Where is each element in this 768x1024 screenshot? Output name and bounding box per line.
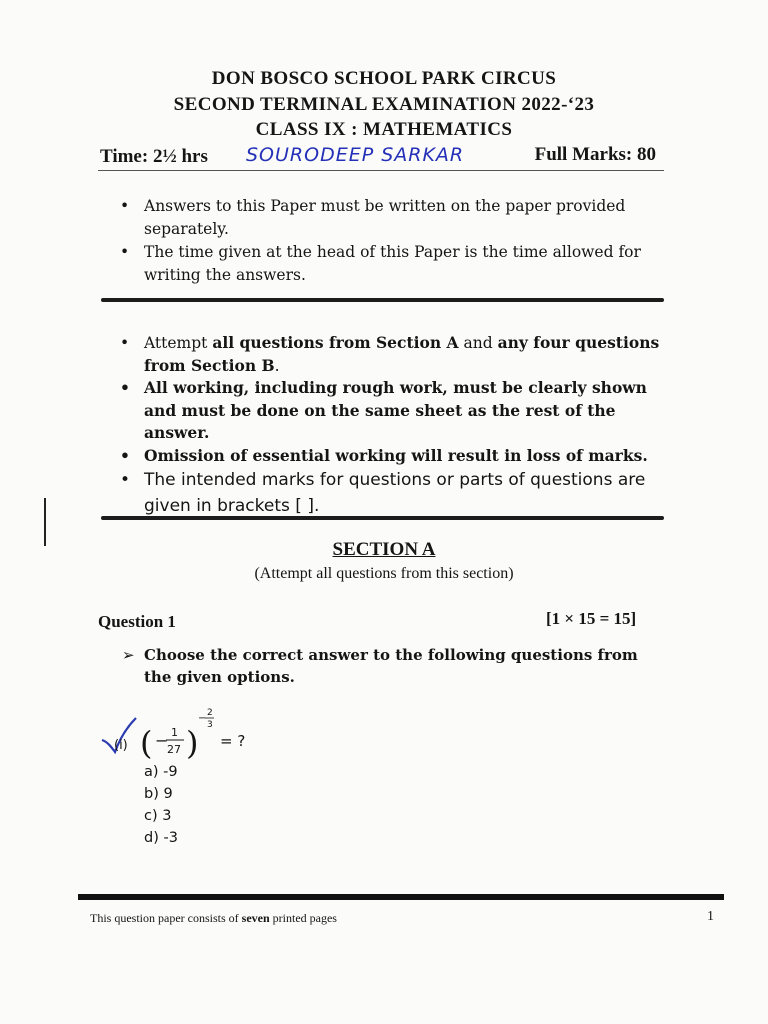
- time-allowed: Time: 2½ hrs: [100, 146, 208, 167]
- option-a: a) -9: [144, 764, 178, 780]
- full-marks: Full Marks: 80: [534, 144, 656, 165]
- equals-question: = ?: [220, 732, 246, 750]
- fraction-numerator: 1: [171, 726, 178, 739]
- bullet-icon: •: [120, 197, 130, 215]
- section-title: SECTION A: [332, 539, 436, 560]
- exponent-denominator: 3: [207, 720, 213, 730]
- general-instructions: [120, 195, 670, 287]
- question-instruction: ➢ Choose the correct answer to the following questions from the given options.: [122, 646, 638, 686]
- bullet-icon: •: [120, 334, 130, 352]
- question-label: Question 1: [98, 612, 176, 631]
- question-part-i: [100, 706, 300, 766]
- option-c: c) 3: [144, 808, 172, 824]
- option-b: b) 9: [144, 786, 173, 802]
- base-sign: −: [155, 731, 169, 750]
- section-divider: [101, 516, 664, 520]
- section-divider: [101, 298, 664, 302]
- class-subject: CLASS IX : MATHEMATICS: [255, 119, 513, 140]
- page-number: 1: [707, 909, 714, 924]
- section-subtitle: (Attempt all questions from this section): [254, 565, 514, 582]
- close-paren: ): [186, 724, 199, 762]
- footer-note: This question paper consists of seven printed pages: [90, 911, 337, 925]
- time-marks-row: [100, 144, 660, 170]
- school-name: DON BOSCO SCHOOL PARK CIRCUS: [211, 68, 557, 89]
- student-name-handwritten: SOURODEEP SARKAR: [246, 144, 465, 166]
- open-paren: (: [140, 724, 153, 762]
- bullet-icon: •: [120, 243, 130, 261]
- header-divider: [98, 170, 664, 171]
- instruction-item: • All working, including rough work, must be clearly shown and must be done on the same sheet as the rest of the answer.: [120, 378, 647, 442]
- exam-title: SECOND TERMINAL EXAMINATION 2022-‘23: [173, 94, 595, 115]
- fraction-denominator: 27: [167, 743, 181, 756]
- bullet-icon: •: [120, 378, 130, 397]
- instruction-item: • The intended marks for questions or parts of questions are given in brackets [ ].: [120, 467, 675, 519]
- instruction-item: • Omission of essential working will result in loss of marks.: [120, 445, 675, 468]
- exponent-sign: −: [198, 713, 207, 724]
- instruction-item: • The time given at the head of this Paper is the time allowed for writing the answers.: [120, 243, 641, 284]
- option-d: d) -3: [144, 830, 178, 846]
- specific-instructions: [120, 332, 675, 519]
- part-number: (i): [114, 738, 128, 753]
- bullet-icon: •: [120, 470, 131, 490]
- exponent-numerator: 2: [207, 708, 213, 718]
- bullet-icon: •: [120, 445, 130, 465]
- arrow-bullet-icon: ➢: [122, 646, 135, 664]
- instruction-item: • Answers to this Paper must be written on the paper provided separately.: [120, 197, 626, 238]
- math-expression: [100, 706, 300, 766]
- instruction-item: • Attempt all questions from Section A and any four questions from Section B.: [120, 333, 660, 375]
- question-marks: [1 × 15 = 15]: [546, 609, 637, 628]
- answer-options: [144, 761, 178, 849]
- footer-divider: [78, 894, 724, 900]
